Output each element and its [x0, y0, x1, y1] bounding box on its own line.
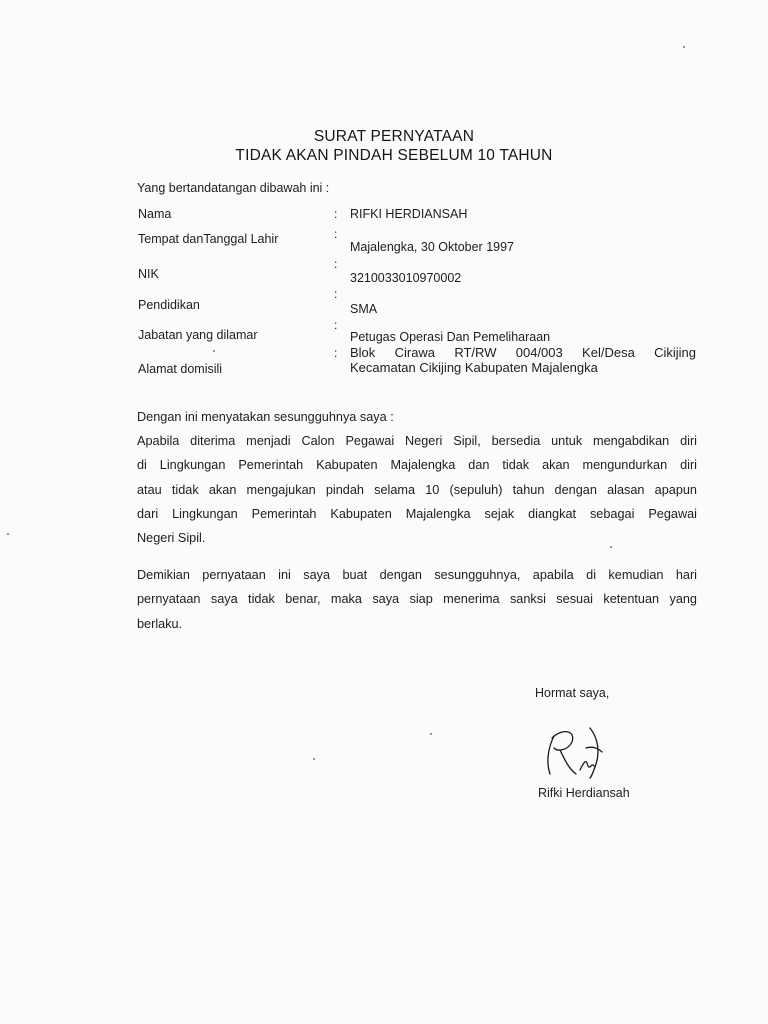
closing-line: pernyataan saya tidak benar, maka saya siap menerima sanksi sesuai ketentuan yang [137, 592, 697, 607]
field-value-jabatan: Petugas Operasi Dan Pemeliharaan [350, 330, 551, 344]
scan-speck [683, 46, 685, 48]
field-colon: : [334, 227, 338, 241]
document-subtitle: TIDAK AKAN PINDAH SEBELUM 10 TAHUN [235, 147, 553, 164]
field-value-nama: RIFKI HERDIANSAH [350, 207, 468, 221]
field-label-pendidikan: Pendidikan [138, 298, 200, 312]
closing-line: Demikian pernyataan ini saya buat dengan sesungguhnya, apabila di kemudian hari [137, 568, 697, 582]
signature-image [540, 718, 610, 780]
statement-line: dari Lingkungan Pemerintah Kabupaten Majalengka sejak diangkat sebagai Pegawai [137, 506, 697, 521]
intro-text: Yang bertandatangan dibawah ini : [137, 181, 330, 195]
scan-speck [430, 733, 432, 735]
statement-paragraph [137, 429, 697, 550]
document-title: SURAT PERNYATAAN [313, 128, 475, 145]
field-value-nik: 3210033010970002 [350, 271, 462, 285]
signatory-name: Rifki Herdiansah [538, 786, 630, 800]
field-colon: : [334, 346, 338, 360]
field-colon: : [334, 207, 338, 221]
field-value-tempat-tanggal-lahir: Majalengka, 30 Oktober 1997 [350, 240, 514, 254]
field-colon: : [334, 287, 338, 301]
closing-paragraph [137, 563, 697, 636]
alamat-line: Blok Cirawa RT/RW 004/003 Kel/Desa Cikijing [350, 345, 696, 360]
statement-line: Negeri Sipil. [137, 531, 206, 546]
closing-greeting: Hormat saya, [535, 686, 610, 700]
field-value-alamat [350, 345, 696, 375]
scan-speck [610, 546, 612, 548]
field-label-nama: Nama [138, 207, 172, 221]
field-label-jabatan: Jabatan yang dilamar [138, 328, 258, 342]
closing-line: berlaku. [137, 616, 183, 631]
statement-line: di Lingkungan Pemerintah Kabupaten Majalengka dan tidak akan mengundurkan diri [137, 458, 697, 473]
scan-speck [7, 533, 9, 535]
field-value-pendidikan: SMA [350, 302, 378, 316]
statement-intro [137, 405, 697, 429]
scan-speck [313, 758, 315, 760]
statement-intro-line: Dengan ini menyatakan sesungguhnya saya : [137, 410, 394, 424]
field-label-nik: NIK [138, 267, 159, 281]
statement-line: atau tidak akan mengajukan pindah selama 10 (sepuluh) tahun dengan alasan apapun [137, 482, 697, 497]
alamat-line: Kecamatan Cikijing Kabupaten Majalengka [350, 360, 598, 375]
field-label-tempat-tanggal-lahir: Tempat danTanggal Lahir [138, 232, 279, 246]
field-colon: : [334, 318, 338, 332]
field-colon: : [334, 257, 338, 271]
scan-speck [213, 350, 215, 352]
statement-line: Apabila diterima menjadi Calon Pegawai Negeri Sipil, bersedia untuk mengabdikan diri [137, 434, 697, 448]
field-label-alamat: Alamat domisili [138, 362, 223, 376]
